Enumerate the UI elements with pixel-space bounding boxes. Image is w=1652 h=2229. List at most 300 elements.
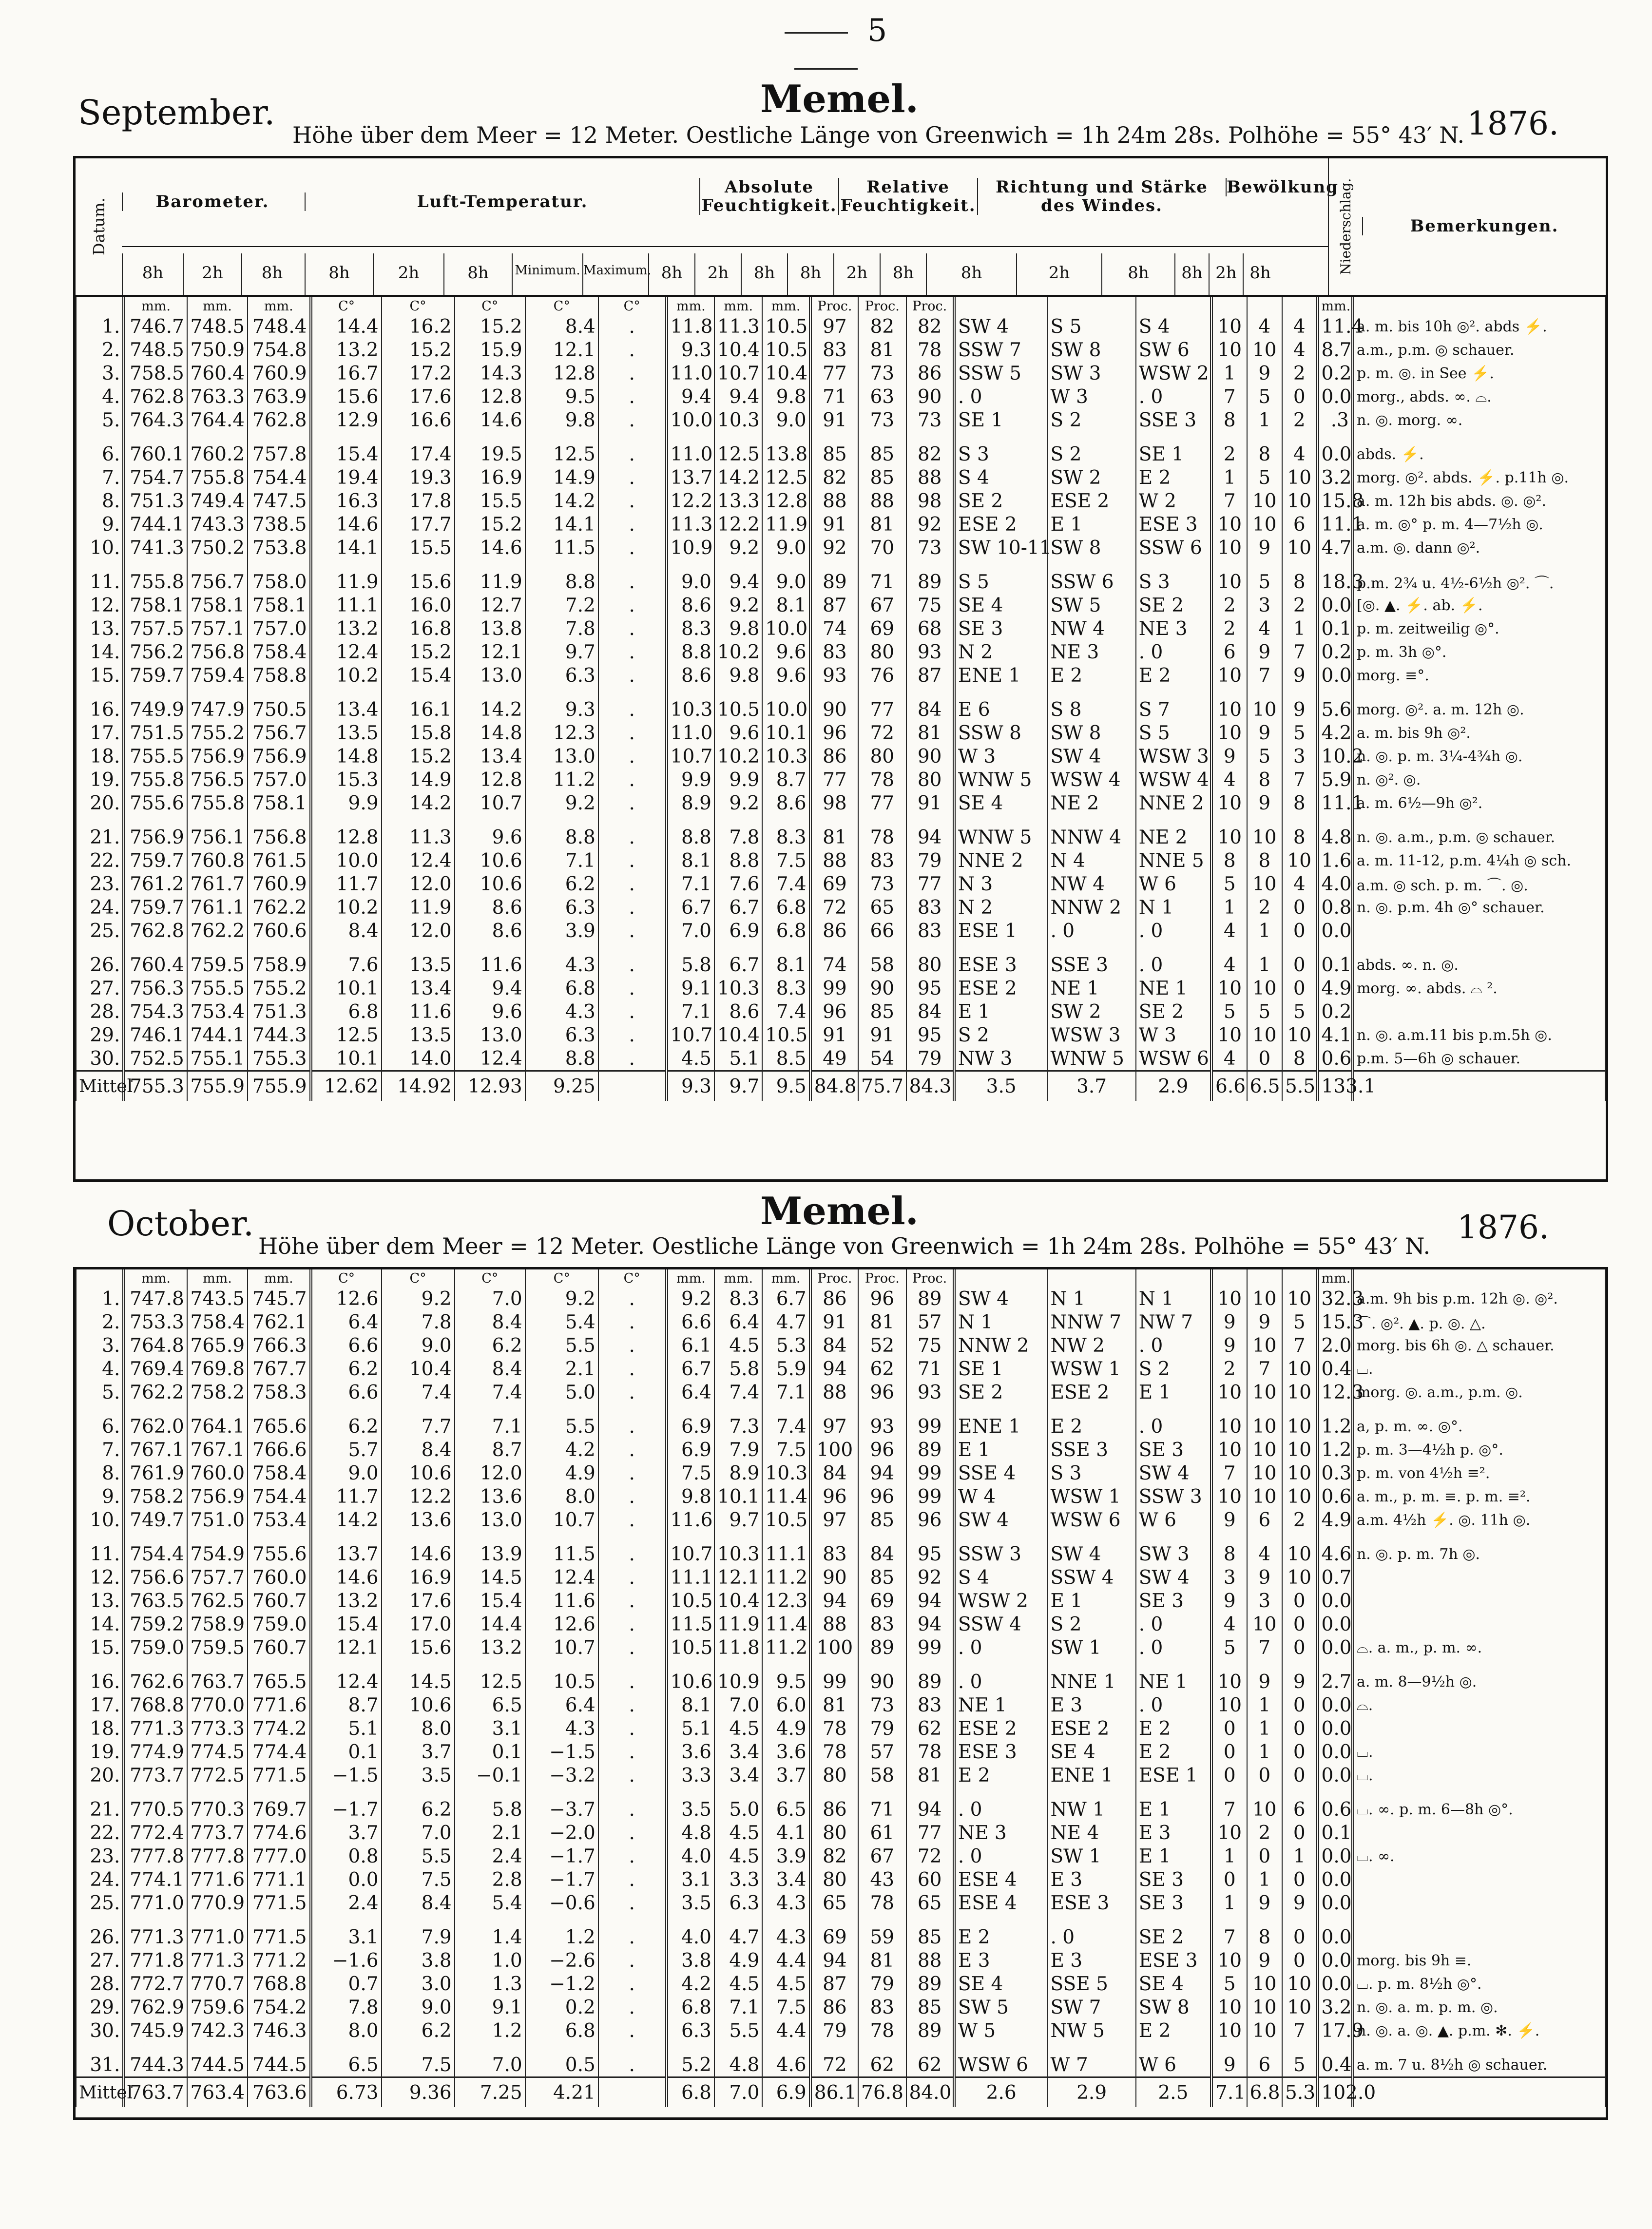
cell-rel-8h-evening: 89 [906, 1659, 954, 1693]
mittel-baro-8h-evening: 755.9 [248, 1071, 310, 1101]
cell-datum: 10. [76, 1508, 124, 1532]
cell-rel-2h: 91 [858, 1023, 906, 1047]
cell-temp-8h-evening: 8.7 [455, 1438, 525, 1461]
cell-temp-min: −3.2 [525, 1764, 598, 1787]
cell-abs-8h: 10.9 [667, 536, 714, 559]
cell-cloud-2h: 9 [1247, 1949, 1282, 1972]
cell-cloud-8h: 9 [1211, 2042, 1247, 2077]
cell-abs-8h-evening: 9.0 [762, 408, 810, 432]
cell-cloud-8h-evening: 0 [1282, 1949, 1317, 1972]
table-row [76, 1693, 1605, 1717]
cell-temp-8h: 6.6 [311, 1334, 382, 1357]
cell-temp-min: 4.2 [525, 1438, 598, 1461]
cell-abs-2h: 7.6 [714, 872, 762, 896]
cell-baro-8h-evening: 754.2 [248, 1996, 310, 2019]
cell-temp-8h-evening: 13.0 [455, 1023, 525, 1047]
cell-datum: 17. [76, 721, 124, 745]
cell-cloud-8h-evening: 0 [1282, 942, 1317, 977]
cell-rel-2h: 77 [858, 687, 906, 721]
cell-rel-8h-evening: 62 [906, 1717, 954, 1740]
cell-datum: 14. [76, 1613, 124, 1636]
cell-baro-8h-evening: 762.2 [248, 896, 310, 919]
table-row [76, 977, 1605, 1000]
cell-datum: 2. [76, 338, 124, 362]
cell-abs-8h: 10.3 [667, 687, 714, 721]
cell-baro-8h: 755.6 [124, 791, 187, 815]
cell-abs-8h-evening: 6.7 [762, 1287, 810, 1310]
cell-temp-2h: 12.0 [382, 872, 455, 896]
cell-datum: 9. [76, 1485, 124, 1508]
cell-temp-2h: 15.2 [382, 745, 455, 768]
cell-cloud-8h: 2 [1211, 594, 1247, 617]
cell-wind-2h: . 0 [1047, 1915, 1135, 1949]
cell-temp-min: 9.7 [525, 640, 598, 664]
cell-temp-2h: 13.5 [382, 942, 455, 977]
table-row [76, 489, 1605, 513]
table-row [76, 640, 1605, 664]
cell-temp-8h-evening: 12.1 [455, 640, 525, 664]
mittel-cloud-8h-evening: 5.5 [1282, 1071, 1317, 1101]
cell-datum: 15. [76, 664, 124, 687]
cell-temp-2h: 9.0 [382, 1996, 455, 2019]
cell-baro-2h: 770.0 [187, 1693, 248, 1717]
cell-abs-2h: 9.2 [714, 791, 762, 815]
cell-wind-8h-evening: NE 1 [1136, 977, 1211, 1000]
cell-niederschlag: 0.0 [1318, 432, 1353, 466]
cell-abs-8h-evening: 5.3 [762, 1334, 810, 1357]
cell-cloud-8h-evening: 7 [1282, 640, 1317, 664]
cell-wind-2h: N 1 [1047, 1287, 1135, 1310]
cell-rel-8h: 83 [810, 640, 858, 664]
cell-temp-2h: 11.3 [382, 815, 455, 849]
cell-baro-8h-evening: 757.0 [248, 768, 310, 791]
cell-rel-8h: 79 [810, 2019, 858, 2042]
table-row [76, 664, 1605, 687]
cell-wind-8h: SSE 4 [954, 1461, 1048, 1485]
cell-niederschlag: 0.0 [1318, 1972, 1353, 1996]
cell-bemerkungen: n. ◎². ◎. [1353, 768, 1605, 791]
cell-temp-2h: 7.9 [382, 1915, 455, 1949]
cell-niederschlag: 0.4 [1318, 1357, 1353, 1381]
cell-wind-8h-evening: E 1 [1136, 1381, 1211, 1404]
cell-temp-max: . [598, 559, 667, 594]
cell-baro-8h: 754.4 [124, 1532, 187, 1566]
cell-baro-8h: 756.6 [124, 1566, 187, 1589]
cell-cloud-2h: 4 [1247, 315, 1282, 338]
cell-wind-8h: S 5 [954, 559, 1048, 594]
cell-wind-8h: SSW 4 [954, 1613, 1048, 1636]
cell-datum: 14. [76, 640, 124, 664]
cell-temp-8h: 12.4 [311, 1659, 382, 1693]
cell-rel-2h: 96 [858, 1438, 906, 1461]
cell-baro-8h-evening: 768.8 [248, 1972, 310, 1996]
cell-wind-2h: N 4 [1047, 849, 1135, 872]
mittel-wind-2h: 3.7 [1047, 1071, 1135, 1101]
cell-niederschlag: 4.1 [1318, 1023, 1353, 1047]
unit-cell [1282, 1269, 1317, 1287]
cell-baro-8h: 746.1 [124, 1023, 187, 1047]
cell-cloud-2h: 10 [1247, 1287, 1282, 1310]
cell-cloud-8h-evening: 9 [1282, 1891, 1317, 1915]
cell-baro-8h: 744.1 [124, 513, 187, 536]
cell-wind-8h-evening: S 4 [1136, 315, 1211, 338]
cell-baro-8h: 771.3 [124, 1717, 187, 1740]
cell-temp-2h: 9.0 [382, 1334, 455, 1357]
cell-temp-min: 13.0 [525, 745, 598, 768]
cell-cloud-8h-evening: 1 [1282, 617, 1317, 640]
table-row [76, 559, 1605, 594]
cell-bemerkungen: a, p. m. ∞. ◎°. [1353, 1404, 1605, 1438]
cell-wind-8h-evening: SE 2 [1136, 594, 1211, 617]
cell-temp-max: . [598, 1532, 667, 1566]
cell-bemerkungen: a.m. 4½h ⚡. ◎. 11h ◎. [1353, 1508, 1605, 1532]
cell-wind-8h-evening: SE 3 [1136, 1891, 1211, 1915]
cell-rel-2h: 78 [858, 768, 906, 791]
cell-datum: 23. [76, 872, 124, 896]
cell-cloud-2h: 4 [1247, 1532, 1282, 1566]
cell-temp-8h: 11.7 [311, 1485, 382, 1508]
cell-cloud-2h: 6 [1247, 2042, 1282, 2077]
cell-temp-min: 12.5 [525, 432, 598, 466]
cell-cloud-2h: 5 [1247, 745, 1282, 768]
cell-wind-2h: E 3 [1047, 1949, 1135, 1972]
cell-temp-min: −3.7 [525, 1787, 598, 1821]
cell-cloud-8h: 10 [1211, 1485, 1247, 1508]
cell-rel-2h: 69 [858, 617, 906, 640]
cell-rel-2h: 43 [858, 1868, 906, 1891]
cell-baro-8h: 773.7 [124, 1764, 187, 1787]
cell-datum: 22. [76, 1821, 124, 1845]
cell-wind-8h-evening: . 0 [1136, 640, 1211, 664]
cell-cloud-8h: 4 [1211, 1613, 1247, 1636]
cell-temp-max: . [598, 791, 667, 815]
header-niederschlag: Niederschlag. [1328, 158, 1362, 295]
cell-baro-8h: 769.4 [124, 1357, 187, 1381]
cell-temp-2h: 17.6 [382, 1589, 455, 1613]
cell-wind-8h: ESE 2 [954, 1717, 1048, 1740]
subheader-t2: 2h [1016, 253, 1101, 295]
unit-cell: mm. [1318, 1269, 1353, 1287]
cell-rel-8h: 94 [810, 1589, 858, 1613]
cell-rel-8h: 92 [810, 536, 858, 559]
cell-rel-2h: 65 [858, 896, 906, 919]
cell-temp-min: 9.3 [525, 687, 598, 721]
mittel-niederschlag: 133.1 [1318, 1071, 1353, 1101]
cell-datum: 3. [76, 1334, 124, 1357]
cell-wind-8h: W 4 [954, 1485, 1048, 1508]
cell-abs-2h: 4.7 [714, 1915, 762, 1949]
cell-temp-max: . [598, 815, 667, 849]
cell-wind-8h-evening: NNE 2 [1136, 791, 1211, 815]
cell-temp-min: 0.2 [525, 1996, 598, 2019]
cell-baro-8h: 744.3 [124, 2042, 187, 2077]
cell-temp-min: 5.5 [525, 1404, 598, 1438]
cell-rel-8h-evening: 85 [906, 1996, 954, 2019]
cell-wind-2h: E 1 [1047, 513, 1135, 536]
cell-temp-8h-evening: 6.5 [455, 1693, 525, 1717]
cell-wind-2h: ESE 2 [1047, 1717, 1135, 1740]
cell-abs-8h: 7.0 [667, 919, 714, 942]
cell-cloud-8h: 5 [1211, 1972, 1247, 1996]
cell-abs-8h-evening: 10.3 [762, 745, 810, 768]
cell-wind-8h-evening: . 0 [1136, 1404, 1211, 1438]
cell-cloud-8h: 4 [1211, 919, 1247, 942]
cell-wind-2h: SE 4 [1047, 1740, 1135, 1764]
cell-wind-2h: SW 8 [1047, 721, 1135, 745]
cell-abs-8h-evening: 9.6 [762, 664, 810, 687]
cell-temp-max: . [598, 1310, 667, 1334]
cell-bemerkungen: [◎. ▲. ⚡. ab. ⚡. [1353, 594, 1605, 617]
cell-rel-8h-evening: 62 [906, 2042, 954, 2077]
cell-rel-8h-evening: 80 [906, 768, 954, 791]
cell-temp-2h: 15.6 [382, 1636, 455, 1659]
cell-temp-8h: 10.2 [311, 664, 382, 687]
cell-wind-2h: NE 1 [1047, 977, 1135, 1000]
cell-wind-8h-evening: SW 8 [1136, 1996, 1211, 2019]
cell-wind-8h: SE 3 [954, 617, 1048, 640]
cell-cloud-8h: 10 [1211, 1693, 1247, 1717]
cell-temp-max: . [598, 1023, 667, 1047]
cell-cloud-8h-evening: 0 [1282, 1589, 1317, 1613]
cell-abs-2h: 10.2 [714, 745, 762, 768]
table-row [76, 1532, 1605, 1566]
cell-temp-max: . [598, 617, 667, 640]
cell-rel-2h: 79 [858, 1972, 906, 1996]
cell-datum: 18. [76, 1717, 124, 1740]
cell-baro-8h: 762.0 [124, 1404, 187, 1438]
cell-bemerkungen: p.m. 2¾ u. 4½-6½h ◎². ⌒. [1353, 559, 1605, 594]
header-datum: Datum. [89, 197, 108, 256]
cell-rel-8h-evening: 93 [906, 1381, 954, 1404]
september-table [76, 297, 1606, 1101]
cell-abs-2h: 9.7 [714, 1508, 762, 1532]
cell-cloud-8h-evening: 4 [1282, 872, 1317, 896]
cell-temp-8h: 12.4 [311, 640, 382, 664]
cell-temp-2h: 16.8 [382, 617, 455, 640]
cell-abs-8h: 8.3 [667, 617, 714, 640]
cell-datum: 21. [76, 815, 124, 849]
cell-wind-2h: WSW 6 [1047, 1508, 1135, 1532]
cell-cloud-2h: 1 [1247, 942, 1282, 977]
cell-rel-8h-evening: 80 [906, 942, 954, 977]
cell-temp-8h-evening: 12.7 [455, 594, 525, 617]
cell-datum: 12. [76, 1566, 124, 1589]
cell-baro-8h-evening: 771.2 [248, 1949, 310, 1972]
cell-cloud-8h-evening: 8 [1282, 791, 1317, 815]
cell-cloud-8h: 10 [1211, 1404, 1247, 1438]
cell-rel-2h: 90 [858, 977, 906, 1000]
cell-cloud-8h-evening: 7 [1282, 1334, 1317, 1357]
cell-niederschlag: 0.8 [1318, 896, 1353, 919]
mittel-rel-8h-evening: 84.3 [906, 1071, 954, 1101]
subheader-t8: 8h [1174, 253, 1209, 295]
cell-abs-8h-evening: 7.5 [762, 1996, 810, 2019]
cell-wind-8h-evening: ESE 3 [1136, 1949, 1211, 1972]
cell-wind-8h-evening: S 5 [1136, 721, 1211, 745]
cell-wind-8h: E 6 [954, 687, 1048, 721]
cell-temp-8h-evening: 14.5 [455, 1566, 525, 1589]
cell-temp-min: 9.8 [525, 408, 598, 432]
mittel-temp-min: 4.21 [525, 2077, 598, 2108]
cell-cloud-2h: 10 [1247, 1972, 1282, 1996]
cell-rel-8h-evening: 99 [906, 1485, 954, 1508]
cell-abs-8h: 8.6 [667, 664, 714, 687]
cell-baro-8h-evening: 754.4 [248, 1485, 310, 1508]
cell-rel-2h: 80 [858, 745, 906, 768]
cell-temp-min: −0.6 [525, 1891, 598, 1915]
cell-abs-2h: 10.4 [714, 1589, 762, 1613]
cell-wind-8h-evening: SE 2 [1136, 1000, 1211, 1023]
cell-abs-8h-evening: 7.4 [762, 1404, 810, 1438]
table-row [76, 815, 1605, 849]
cell-temp-8h: 3.7 [311, 1821, 382, 1845]
cell-abs-2h: 5.0 [714, 1787, 762, 1821]
cell-cloud-2h: 9 [1247, 640, 1282, 664]
cell-cloud-8h-evening: 4 [1282, 338, 1317, 362]
cell-niederschlag: 0.6 [1318, 1047, 1353, 1071]
cell-abs-8h-evening: 4.5 [762, 1972, 810, 1996]
cell-temp-8h: 12.1 [311, 1636, 382, 1659]
cell-temp-8h-evening: 12.5 [455, 1659, 525, 1693]
station-meta: Höhe über dem Meer = 12 Meter. Oestliche Länge von Greenwich = 1h 24m 28s. Polhöhe = 55° 43′ N. [292, 122, 1465, 148]
cell-abs-2h: 13.3 [714, 489, 762, 513]
cell-wind-8h: S 4 [954, 1566, 1048, 1589]
cell-cloud-8h: 10 [1211, 1949, 1247, 1972]
cell-wind-2h: SW 8 [1047, 536, 1135, 559]
cell-wind-2h: SW 2 [1047, 466, 1135, 489]
cell-temp-min: 11.2 [525, 768, 598, 791]
cell-cloud-8h: 9 [1211, 1589, 1247, 1613]
cell-temp-2h: 14.2 [382, 791, 455, 815]
cell-baro-2h: 754.9 [187, 1532, 248, 1566]
cell-bemerkungen: a. m. 8—9½h ◎. [1353, 1659, 1605, 1693]
cell-abs-8h-evening: 12.5 [762, 466, 810, 489]
cell-temp-8h-evening: −0.1 [455, 1764, 525, 1787]
cell-temp-max: . [598, 408, 667, 432]
cell-wind-8h: N 2 [954, 640, 1048, 664]
cell-rel-2h: 78 [858, 1891, 906, 1915]
cell-wind-2h: WNW 5 [1047, 1047, 1135, 1071]
cell-abs-8h-evening: 11.1 [762, 1532, 810, 1566]
cell-wind-8h-evening: E 2 [1136, 466, 1211, 489]
cell-temp-2h: 3.7 [382, 1740, 455, 1764]
cell-wind-8h-evening: . 0 [1136, 1334, 1211, 1357]
cell-niederschlag: 0.0 [1318, 594, 1353, 617]
cell-temp-8h: 16.3 [311, 489, 382, 513]
cell-temp-min: 7.8 [525, 617, 598, 640]
cell-niederschlag: 0.0 [1318, 1613, 1353, 1636]
cell-rel-8h: 69 [810, 1915, 858, 1949]
cell-abs-8h: 4.5 [667, 1047, 714, 1071]
cell-rel-2h: 83 [858, 1996, 906, 2019]
cell-wind-8h-evening: N 1 [1136, 1287, 1211, 1310]
mittel-datum: Mittel [76, 2077, 124, 2108]
cell-wind-8h: NNW 2 [954, 1334, 1048, 1357]
cell-temp-8h: 11.9 [311, 559, 382, 594]
cell-rel-2h: 93 [858, 1404, 906, 1438]
cell-cloud-8h: 1 [1211, 896, 1247, 919]
cell-wind-8h: . 0 [954, 1787, 1048, 1821]
cell-wind-8h: WNW 5 [954, 815, 1048, 849]
cell-wind-8h: SW 4 [954, 315, 1048, 338]
cell-datum: 29. [76, 1023, 124, 1047]
cell-baro-8h-evening: 762.1 [248, 1310, 310, 1334]
cell-abs-8h: 11.3 [667, 513, 714, 536]
cell-temp-max: . [598, 1915, 667, 1949]
cell-baro-2h: 762.5 [187, 1589, 248, 1613]
cell-bemerkungen: p. m. 3—4½h p. ◎°. [1353, 1438, 1605, 1461]
cell-baro-8h: 772.4 [124, 1821, 187, 1845]
cell-baro-8h-evening: 760.9 [248, 872, 310, 896]
cell-wind-8h-evening: WSW 6 [1136, 1047, 1211, 1071]
cell-abs-8h: 3.3 [667, 1764, 714, 1787]
cell-datum: 18. [76, 745, 124, 768]
cell-temp-max: . [598, 872, 667, 896]
cell-datum: 5. [76, 408, 124, 432]
cell-baro-8h-evening: 758.1 [248, 791, 310, 815]
cell-abs-2h: 8.9 [714, 1461, 762, 1485]
cell-temp-8h: 13.2 [311, 338, 382, 362]
cell-baro-2h: 758.1 [187, 594, 248, 617]
cell-temp-2h: 10.4 [382, 1357, 455, 1381]
mittel-cloud-8h: 7.1 [1211, 2077, 1247, 2108]
cell-rel-8h: 83 [810, 338, 858, 362]
mittel-abs-8h: 9.3 [667, 1071, 714, 1101]
cell-rel-8h: 97 [810, 1508, 858, 1532]
cell-temp-2h: 17.4 [382, 432, 455, 466]
cell-datum: 26. [76, 1915, 124, 1949]
cell-rel-8h: 49 [810, 1047, 858, 1071]
cell-temp-2h: 15.5 [382, 536, 455, 559]
unit-cell [954, 1269, 1048, 1287]
cell-rel-8h-evening: 92 [906, 513, 954, 536]
cell-abs-2h: 6.4 [714, 1310, 762, 1334]
cell-abs-8h-evening: 8.1 [762, 942, 810, 977]
cell-abs-2h: 11.8 [714, 1636, 762, 1659]
cell-bemerkungen: morg. bis 6h ◎. △ schauer. [1353, 1334, 1605, 1357]
cell-cloud-2h: 0 [1247, 1047, 1282, 1071]
cell-wind-2h: E 3 [1047, 1693, 1135, 1717]
cell-niederschlag: 17.9 [1318, 2019, 1353, 2042]
mittel-wind-8h: 2.6 [954, 2077, 1048, 2108]
cell-cloud-8h: 10 [1211, 513, 1247, 536]
cell-temp-max: . [598, 1381, 667, 1404]
unit-cell: C° [455, 1269, 525, 1287]
cell-wind-2h: S 3 [1047, 1461, 1135, 1485]
cell-baro-8h: 762.2 [124, 1381, 187, 1404]
cell-abs-8h-evening: 11.9 [762, 513, 810, 536]
cell-rel-8h: 74 [810, 617, 858, 640]
cell-temp-8h: 6.2 [311, 1404, 382, 1438]
cell-wind-8h-evening: SSW 3 [1136, 1485, 1211, 1508]
cell-temp-min: 6.3 [525, 1023, 598, 1047]
cell-abs-2h: 10.1 [714, 1485, 762, 1508]
station-meta: Höhe über dem Meer = 12 Meter. Oestliche Länge von Greenwich = 1h 24m 28s. Polhöhe = 55° 43′ N. [258, 1233, 1431, 1259]
cell-temp-8h-evening: 1.0 [455, 1949, 525, 1972]
cell-wind-2h: . 0 [1047, 919, 1135, 942]
table-row [76, 1740, 1605, 1764]
cell-wind-8h-evening: . 0 [1136, 1693, 1211, 1717]
cell-temp-min: 4.3 [525, 1000, 598, 1023]
cell-wind-8h-evening: NE 3 [1136, 617, 1211, 640]
cell-abs-2h: 9.8 [714, 617, 762, 640]
cell-rel-2h: 78 [858, 815, 906, 849]
cell-rel-8h: 80 [810, 1868, 858, 1891]
mittel-temp-max [598, 2077, 667, 2108]
cell-temp-max: . [598, 1972, 667, 1996]
cell-niederschlag: 0.0 [1318, 1636, 1353, 1659]
cell-abs-8h: 6.3 [667, 2019, 714, 2042]
